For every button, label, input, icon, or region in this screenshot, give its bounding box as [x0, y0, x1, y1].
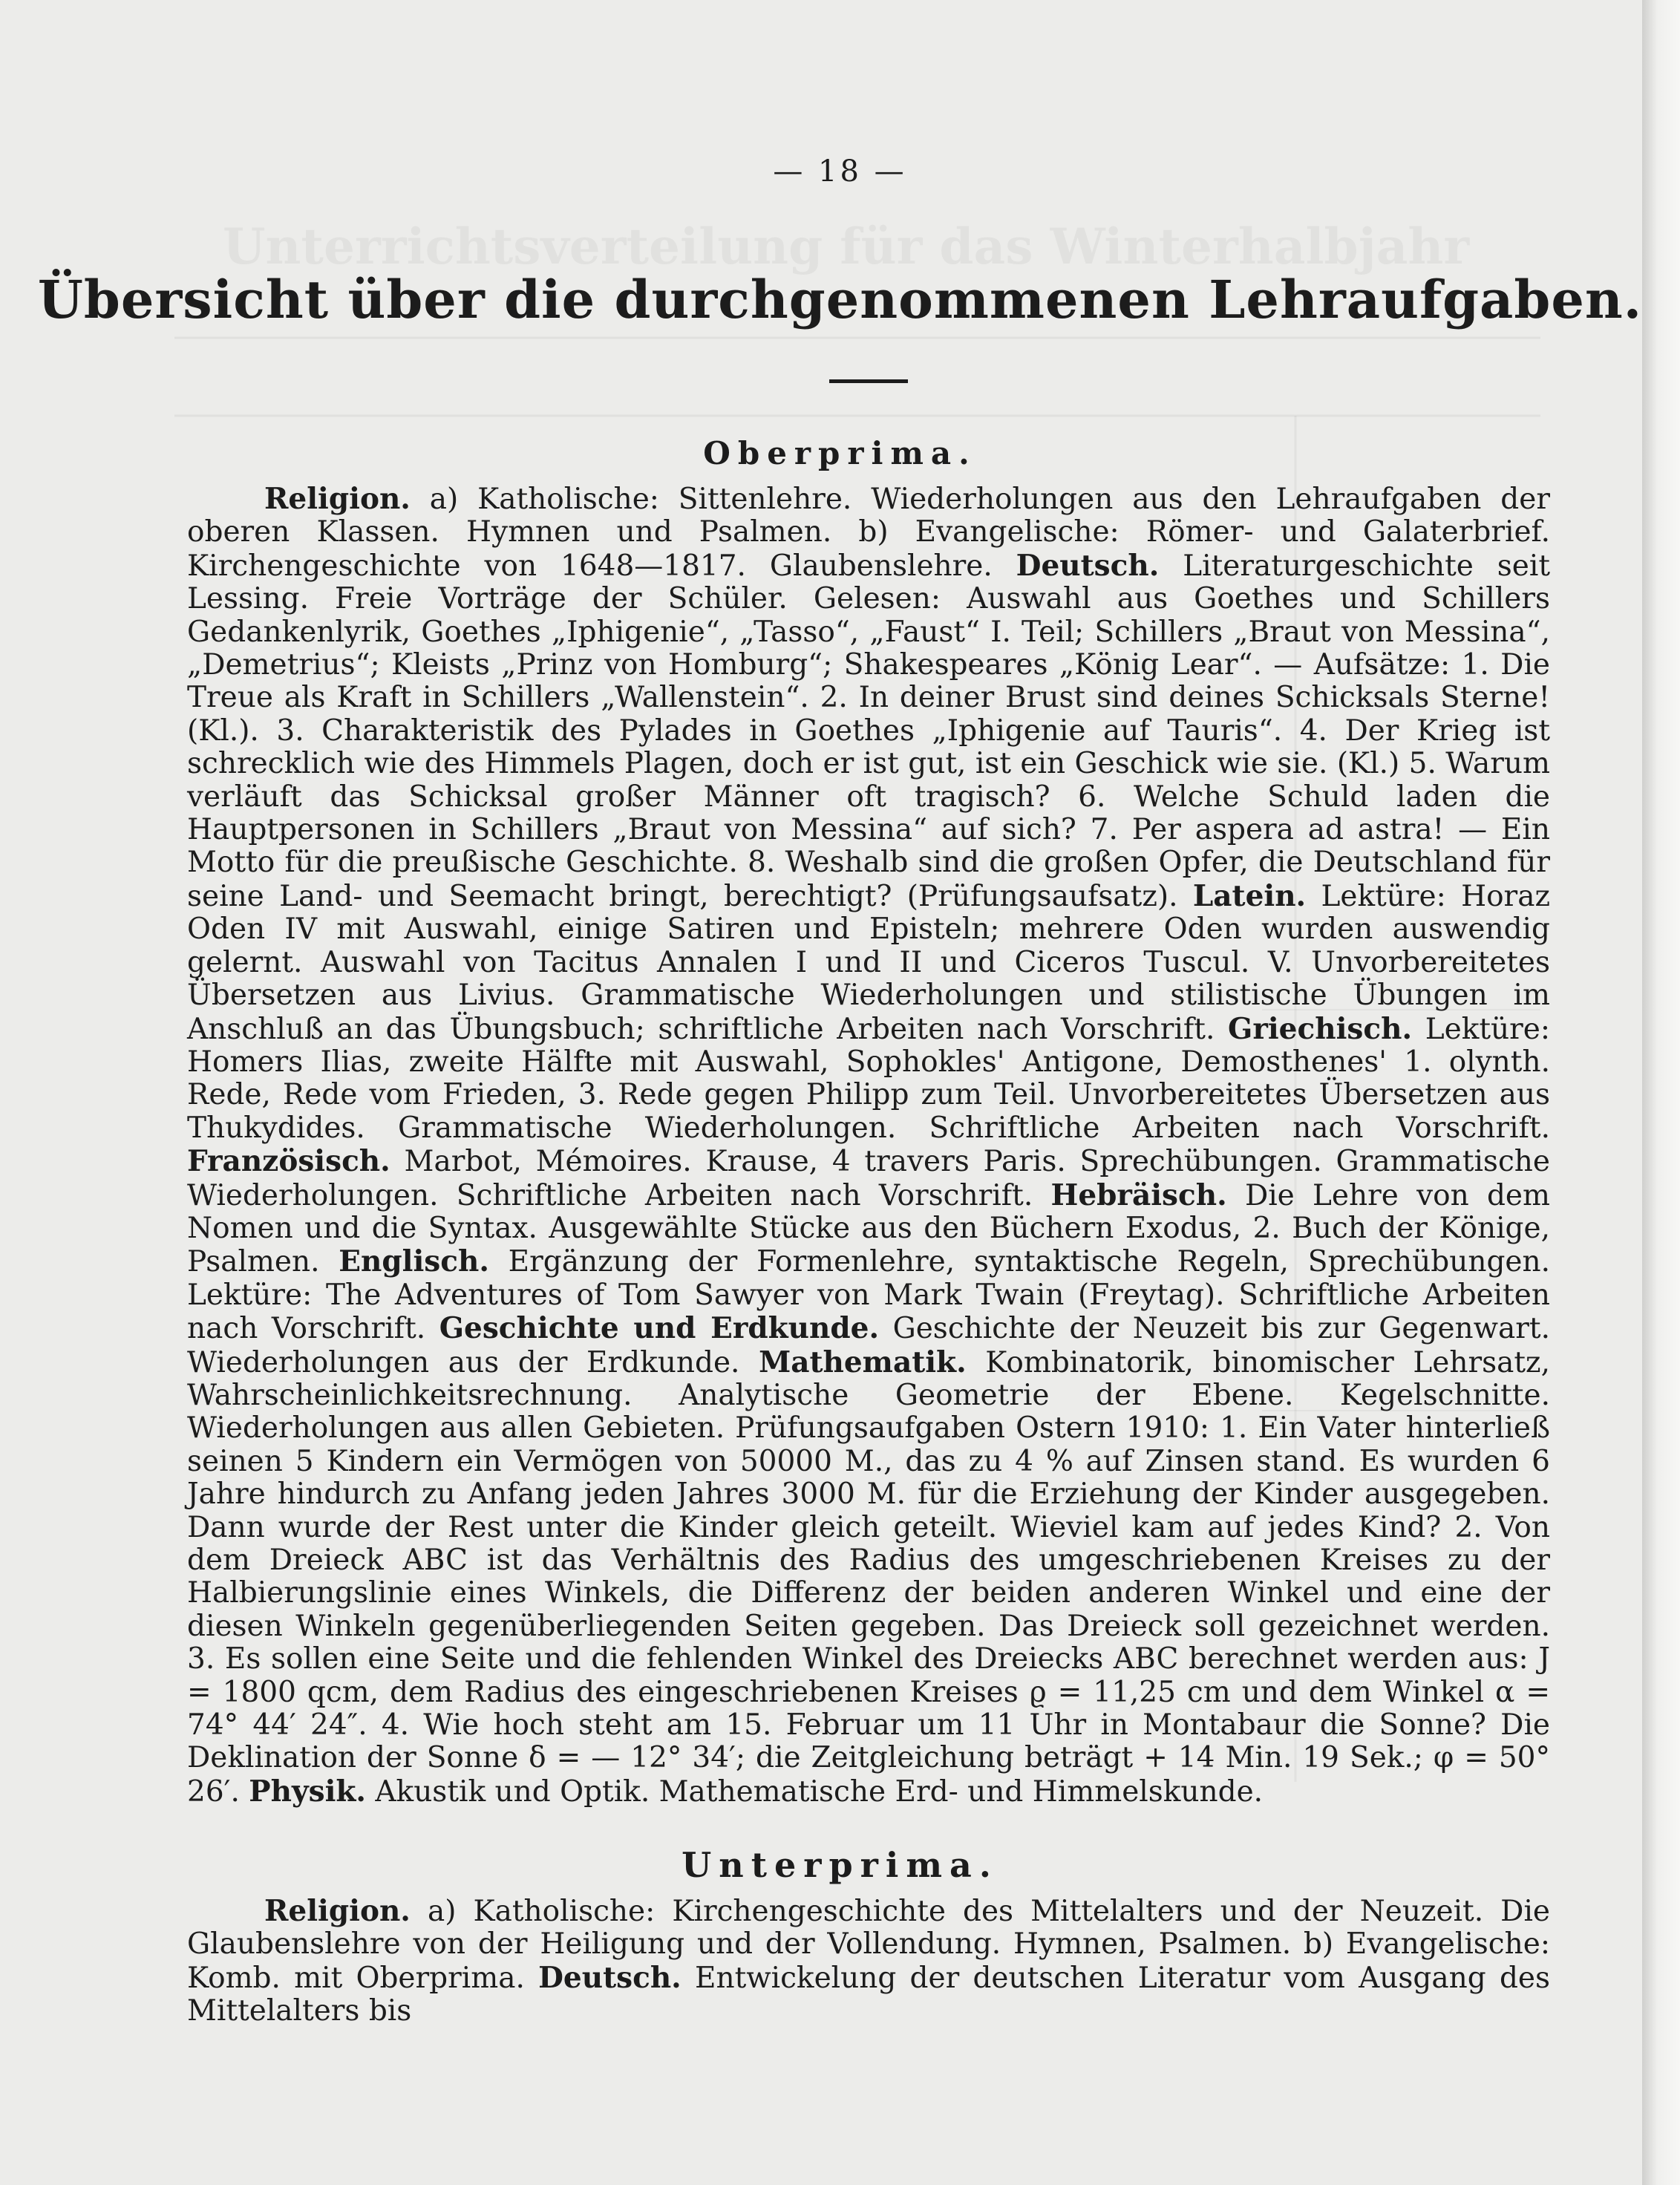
- section-heading-oberprima: Oberprima.: [703, 435, 977, 471]
- oberprima-body: [187, 483, 1550, 1809]
- deutsch-text: Entwickelung der deutschen Literatur vom Ausgang des Mittelalters bis: [187, 1961, 1550, 2028]
- page-number: — 18 —: [773, 154, 907, 189]
- title-divider: [829, 379, 908, 383]
- subject-latein: Latein.: [1192, 878, 1307, 913]
- page-edge-shadow: [1642, 0, 1680, 2185]
- griechisch-text: Lektüre: Homers Ilias, zweite Hälfte mit Auswahl, Sophokles' Antigone, Demosthenes' 1. olynth. Rede, Rede vom Frieden, 3. Rede gegen Philipp zum Teil. Unvorbereitetes Übersetzen aus Thukydides. Grammatische Wiederholungen. Schriftliche Arbeiten nach Vorschrift.: [187, 1012, 1550, 1145]
- subject-franzoesisch: Französisch.: [187, 1144, 390, 1179]
- subject-hebraeisch: Hebräisch.: [1050, 1178, 1227, 1212]
- religion-text: a) Katholische: Kirchengeschichte des Mittelalters und der Neuzeit. Die Glaubenslehre von der Heiligung und der Vollendung. Hymnen, Psalmen. b) Evangelische: Komb. mit Oberprima.: [187, 1895, 1550, 1995]
- subject-deutsch: Deutsch.: [1016, 548, 1160, 583]
- geschichte-text: Geschichte der Neuzeit bis zur Gegenwart. Wiederholungen aus der Erdkunde.: [187, 1312, 1550, 1379]
- religion-text: a) Katholische: Sittenlehre. Wiederholungen aus den Lehraufgaben der oberen Klassen. Hymnen und Psalmen. b) Evangelische: Römer- und Galaterbrief. Kirchengeschichte von 1648—1817. Glaubenslehre.: [187, 483, 1550, 583]
- unterprima-body: [187, 1895, 1550, 2028]
- englisch-text: Ergänzung der Formenlehre, syntaktische Regeln, Sprechübungen. Lektüre: The Adventures of Tom Sawyer von Mark Twain (Freytag). Schriftliche Arbeiten nach Vorschrift.: [187, 1245, 1551, 1346]
- physik-text: Akustik und Optik. Mathematische Erd- und Himmelskunde.: [366, 1774, 1264, 1809]
- franzoesisch-text: Marbot, Mémoires. Krause, 4 travers Paris. Sprechübungen. Grammatische Wiederholungen. Schriftliche Arbeiten nach Vorschrift.: [187, 1145, 1550, 1212]
- svg-text:Unterrichtsverteilung für das: Unterrichtsverteilung für das Winterhalbjahr: [223, 218, 1470, 275]
- deutsch-text: Literaturgeschichte seit Lessing. Freie Vorträge der Schüler. Gelesen: Auswahl aus Goethes und Schillers Gedankenlyrik, Goethes „Iphigenie“, „Tasso“, „Faust“ I. Teil; Schillers „Braut von Messina“, „Demetrius“; Kleists „Prinz von Homburg“; Shakespeares „König Lear“. — Aufsätze: 1. Die Treue als Kraft in Schillers „Wallenstein“. 2. In deiner Brust sind deines Schicksals Sterne! (Kl.). 3. Charakteristik des Pylades in Goethes „Iphigenie auf Tauris“. 4. Der Krieg ist schrecklich wie des Himmels Plagen, doch er ist gut, ist ein Geschick wie sie. (Kl.) 5. Warum verläuft das Schicksal großer Männer oft tragisch? 6. Welche Schuld laden die Hauptpersonen in Schillers „Braut von Messina“ auf sich? 7. Per aspera ad astra! — Ein Motto für die preußische Geschichte. 8. Weshalb sind die großen Opfer, die Deutschland für seine Land- und Seemacht bringt, berechtigt? (Prüfungsaufsatz).: [187, 549, 1550, 913]
- hebraeisch-text: Die Lehre von dem Nomen und die Syntax. Ausgewählte Stücke aus den Büchern Exodus, 2. Buch der Könige, Psalmen.: [187, 1178, 1550, 1279]
- subject-religion: Religion.: [264, 482, 411, 516]
- subject-englisch: Englisch.: [339, 1244, 489, 1279]
- subject-religion: Religion.: [264, 1894, 411, 1928]
- subject-mathematik: Mathematik.: [759, 1345, 967, 1379]
- mathematik-text: Kombinatorik, binomischer Lehrsatz, Wahrscheinlichkeitsrechnung. Analytische Geometrie der Ebene. Kegelschnitte. Wiederholungen aus allen Gebieten. Prüfungsaufgaben Ostern 1910: 1. Ein Vater hinterließ seinen 5 Kindern ein Vermögen von 50000 M., das zu 4 % auf Zinsen stand. Es wurden 6 Jahre hindurch zu Anfang jeden Jahres 3000 M. für die Erziehung der Kinder ausgegeben. Dann wurde der Rest unter die Kinder gleich geteilt. Wieviel kam auf jedes Kind? 2. Von dem Dreieck ABC ist das Verhältnis des Radius des umgeschriebenen Kreises zu der Halbierungslinie eines Winkels, die Differenz der beiden anderen Winkel und eine der diesen Winkeln gegenüberliegenden Seiten gegeben. Das Dreieck soll gezeichnet werden. 3. Es sollen eine Seite und die fehlenden Winkel des Dreiecks ABC berechnet werden aus: J = 1800 qcm, dem Radius des eingeschriebenen Kreises ϱ = 11,25 cm und dem Winkel α = 74° 44′ 24″. 4. Wie hoch steht am 15. Februar um 11 Uhr in Montabaur die Sonne? Die Deklination der Sonne δ = — 12° 34′; die Zeitgleichung beträgt + 14 Min. 19 Sek.; φ = 50° 26′.: [187, 1345, 1550, 1809]
- subject-geschichte: Geschichte und Erdkunde.: [439, 1311, 880, 1346]
- subject-griechisch: Griechisch.: [1228, 1011, 1413, 1046]
- subject-physik: Physik.: [249, 1774, 366, 1809]
- page-title: Übersicht über die durchgenommenen Lehraufgaben.: [37, 269, 1642, 330]
- latein-text: Lektüre: Horaz Oden IV mit Auswahl, einige Satiren und Episteln; mehrere Oden wurden auswendig gelernt. Auswahl von Tacitus Annalen I und II und Ciceros Tuscul. V. Unvorbereitetes Übersetzen aus Livius. Grammatische Wiederholungen und stilistische Übungen im Anschluß an das Übungsbuch; schriftliche Arbeiten nach Vorschrift.: [187, 879, 1550, 1046]
- section-heading-unterprima: Unterprima.: [682, 1845, 998, 1885]
- subject-deutsch: Deutsch.: [538, 1960, 682, 1995]
